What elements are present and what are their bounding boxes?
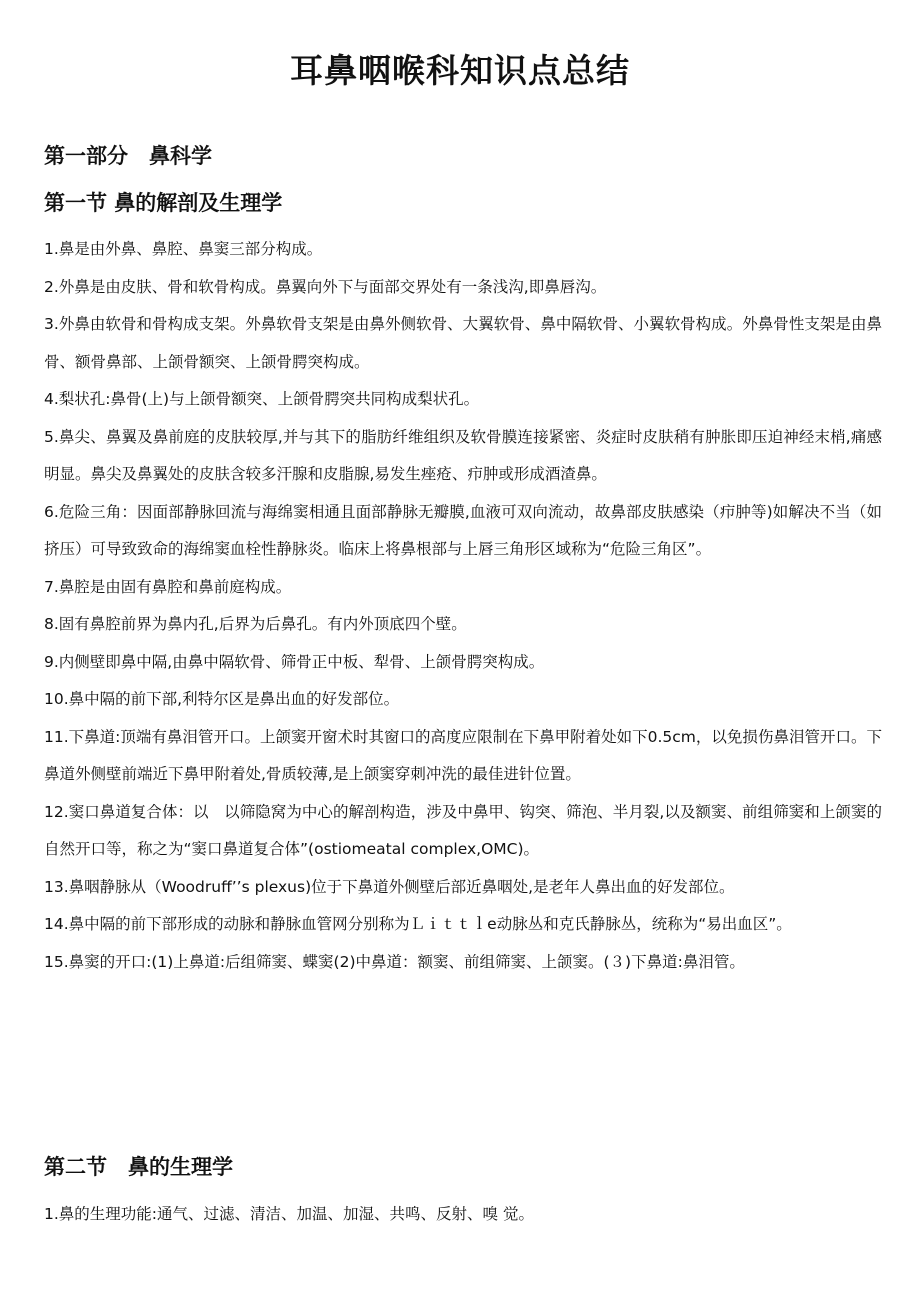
list-item: 13.鼻咽静脉从（Woodruff’’s plexus)位于下鼻道外侧壁后部近鼻咽处,是老年人鼻出血的好发部位。: [44, 877, 735, 896]
section1-list: [44, 231, 882, 981]
list-item: 7.鼻腔是由固有鼻腔和鼻前庭构成。: [44, 577, 292, 596]
list-item: 12.窦口鼻道复合体：以 以筛隐窝为中心的解剖构造，涉及中鼻甲、钩突、筛泡、半月裂,以及额窦、前组筛窦和上颌窦的自然开口等，称之为“窦口鼻道复合体”(ostiomeatal complex,OMC)。: [44, 802, 882, 858]
list-item: 1.鼻是由外鼻、鼻腔、鼻窦三部分构成。: [44, 240, 323, 258]
section2-list: [44, 1196, 882, 1234]
list-item: 1.鼻的生理功能:通气、过滤、清洁、加温、加湿、共鸣、反射、嗅 觉。: [44, 1205, 534, 1223]
section-heading-1: 第一节 鼻的解剖及生理学: [44, 191, 283, 215]
section-heading-2: 第二节 鼻的生理学: [44, 1155, 233, 1179]
document-title: 耳鼻咽喉科知识点总结: [290, 51, 630, 90]
list-item: 4.梨状孔:鼻骨(上)与上颌骨额突、上颌骨腭突共同构成梨状孔。: [44, 390, 480, 408]
list-item: 8.固有鼻腔前界为鼻内孔,后界为后鼻孔。有内外顶底四个壁。: [44, 615, 467, 633]
list-item: 11.下鼻道:顶端有鼻泪管开口。上颌窦开窗术时其窗口的高度应限制在下鼻甲附着处如下0.5cm，以免损伤鼻泪管开口。下鼻道外侧壁前端近下鼻甲附着处,骨质较薄,是上颌窦穿刺冲洗的最佳进针位置。: [44, 727, 882, 783]
list-item: 5.鼻尖、鼻翼及鼻前庭的皮肤较厚,并与其下的脂肪纤维组织及软骨膜连接紧密、炎症时皮肤稍有肿胀即压迫神经末梢,痛感明显。鼻尖及鼻翼处的皮肤含较多汗腺和皮脂腺,易发生痤疮、疖肿或形成酒渣鼻。: [44, 427, 882, 483]
list-item: 10.鼻中隔的前下部,利特尔区是鼻出血的好发部位。: [44, 690, 400, 708]
list-item: 6.危险三角：因面部静脉回流与海绵窦相通且面部静脉无瓣膜,血液可双向流动，故鼻部皮肤感染（疖肿等)如解决不当（如挤压）可导致致命的海绵窦血栓性静脉炎。临床上将鼻根部与上唇三角形区域称为“危险三角区”。: [44, 502, 882, 558]
list-item: 2.外鼻是由皮肤、骨和软骨构成。鼻翼向外下与面部交界处有一条浅沟,即鼻唇沟。: [44, 277, 607, 296]
list-item: 15.鼻窦的开口:(1)上鼻道:后组筛窦、蝶窦(2)中鼻道：额窦、前组筛窦、上颌窦。(３)下鼻道:鼻泪管。: [44, 952, 745, 971]
list-item: 9.内侧壁即鼻中隔,由鼻中隔软骨、筛骨正中板、犁骨、上颌骨腭突构成。: [44, 652, 545, 671]
list-item: 3.外鼻由软骨和骨构成支架。外鼻软骨支架是由鼻外侧软骨、大翼软骨、鼻中隔软骨、小翼软骨构成。外鼻骨性支架是由鼻骨、额骨鼻部、上颌骨额突、上颌骨腭突构成。: [44, 315, 882, 371]
part-heading: 第一部分 鼻科学: [44, 144, 212, 168]
list-item: 14.鼻中隔的前下部形成的动脉和静脉血管网分别称为Ｌｉｔｔｌe动脉丛和克氏静脉丛，统称为“易出血区”。: [44, 915, 792, 933]
